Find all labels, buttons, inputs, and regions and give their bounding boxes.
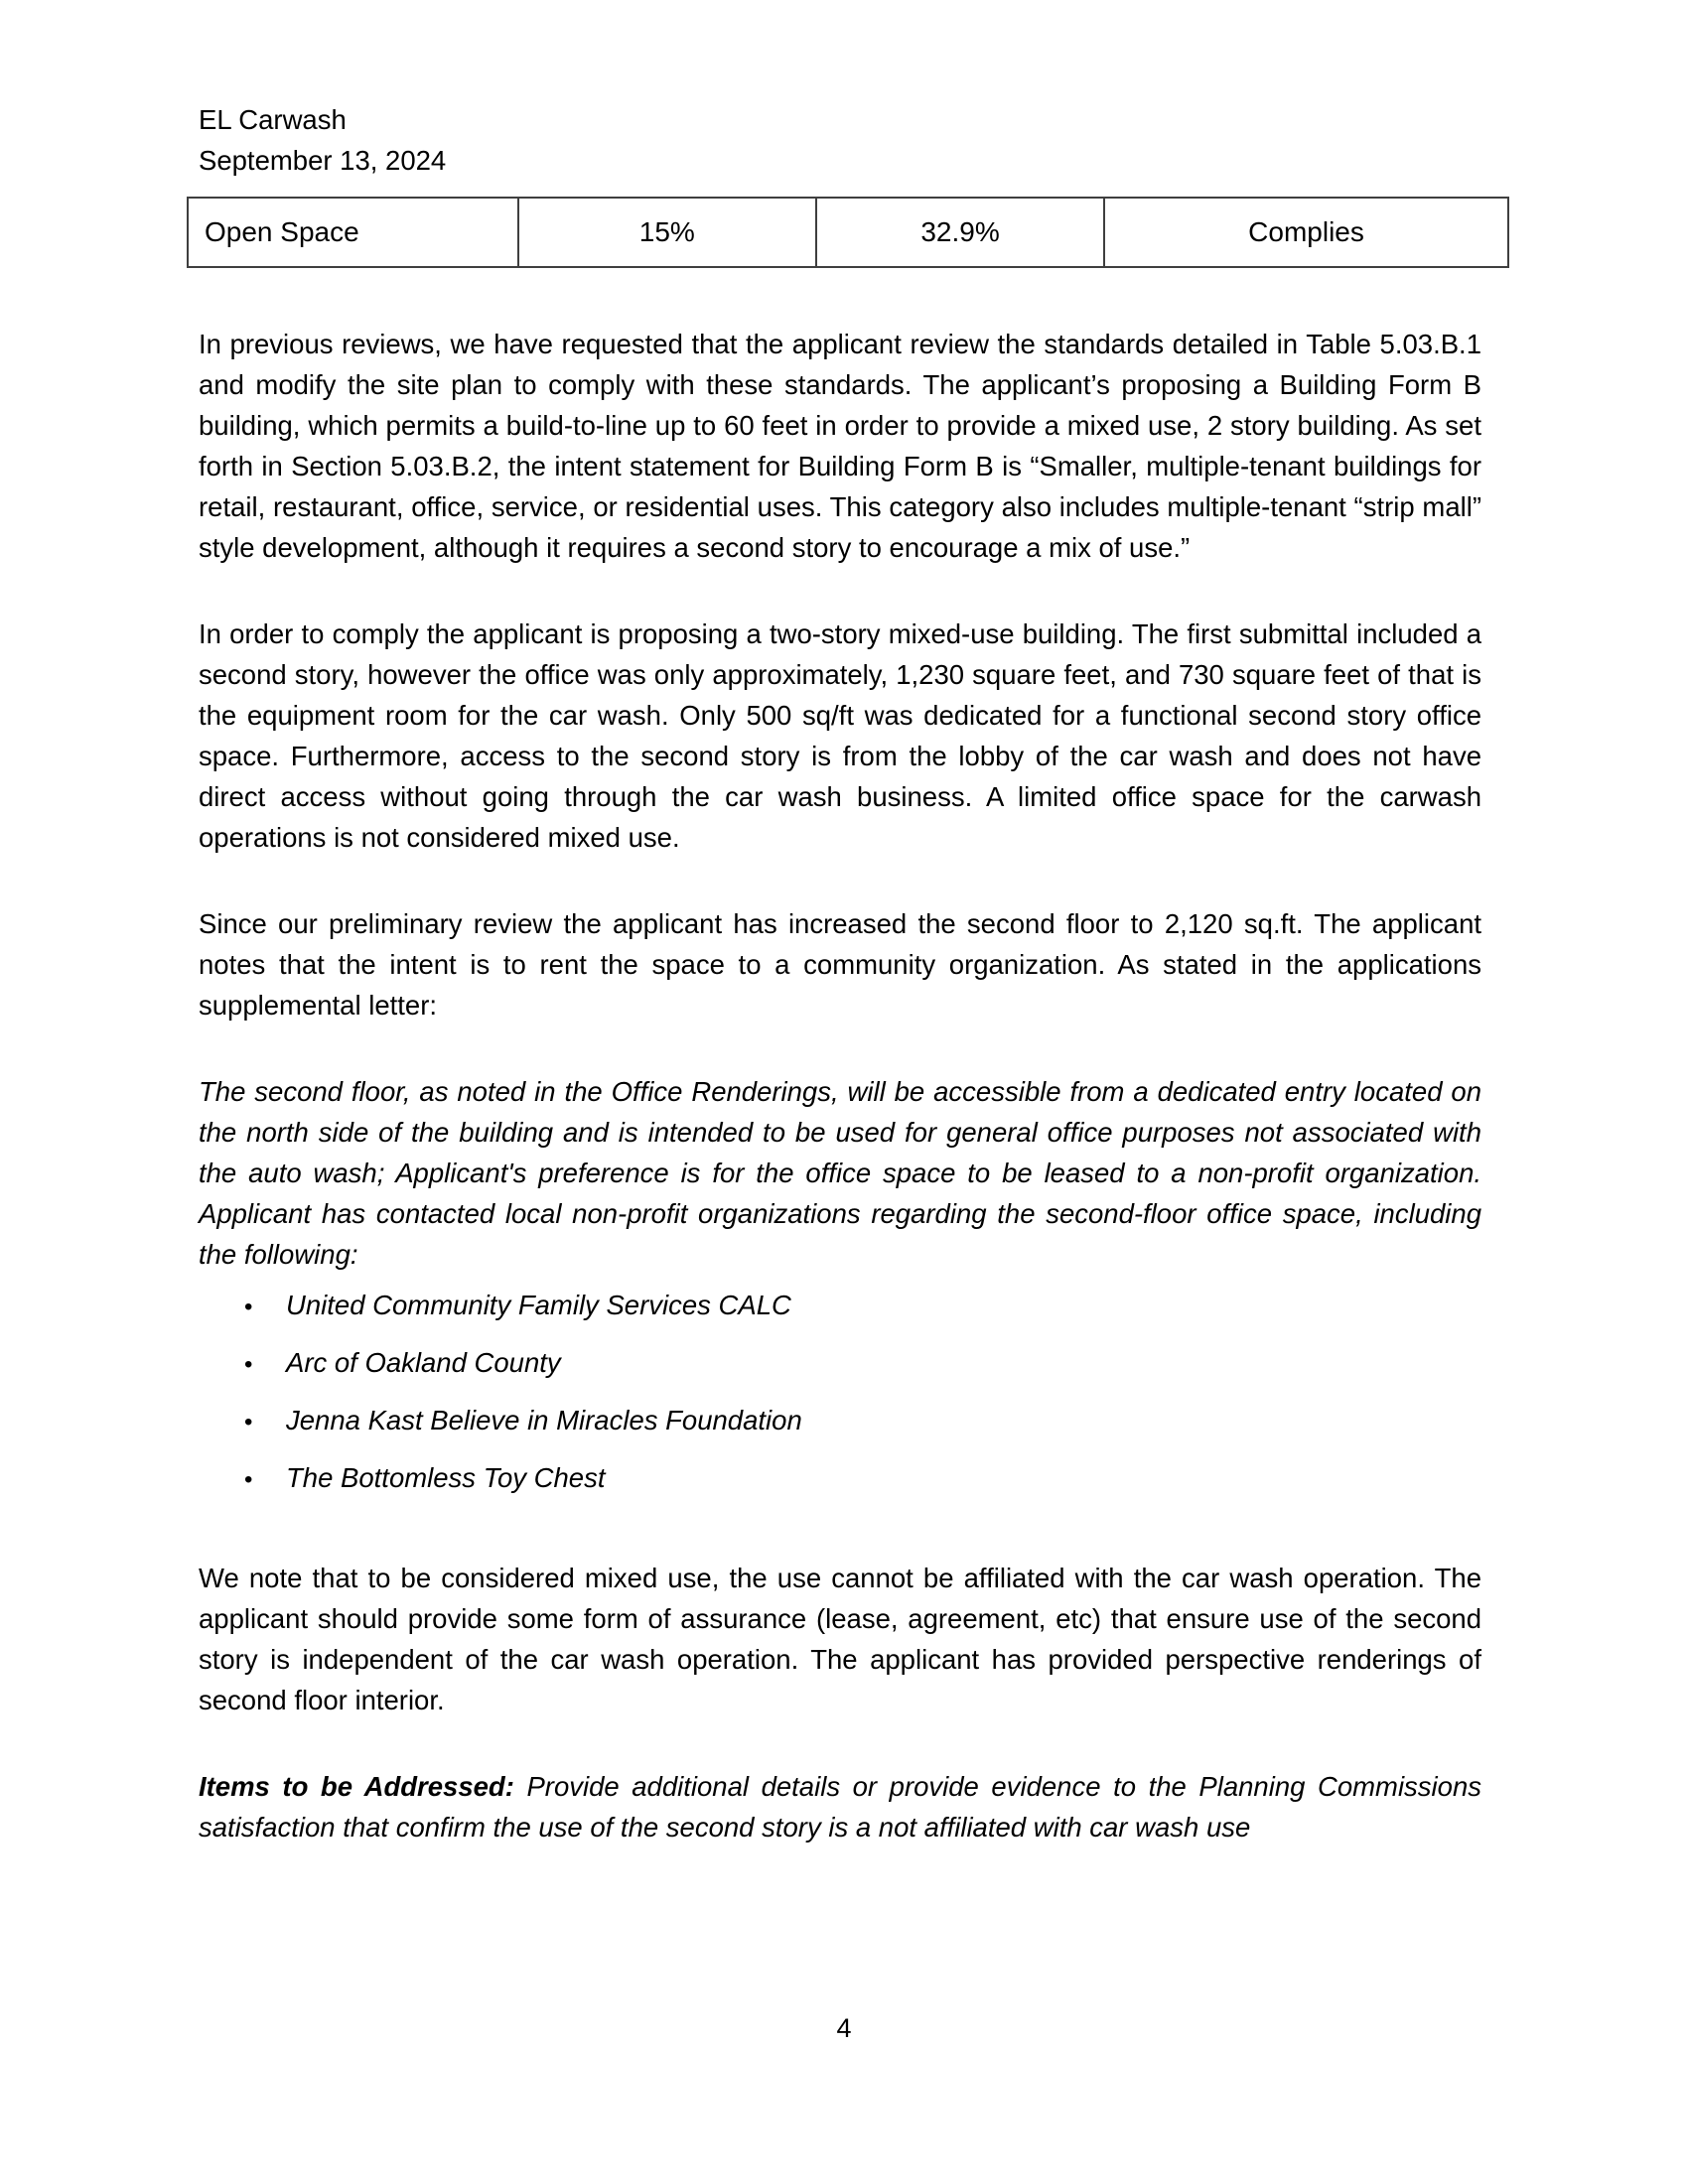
bullet-icon: • (244, 1466, 253, 1493)
items-body: Provide additional details or provide evidence to the Planning Commissions satisfaction that confirm the use of the second story is a not affiliated with car wash use (199, 1771, 1482, 1843)
compliance-table (187, 197, 1509, 268)
page-number: 4 (836, 2013, 852, 2043)
list-item (199, 1285, 1481, 1327)
table-row (188, 198, 1508, 267)
table-cell-provided: 32.9% (816, 198, 1104, 267)
paragraph-comply-proposal: In order to comply the applicant is proposing a two-story mixed-use building. The first submittal included a second story, however the office was only approximately, 1,230 square feet, and 730 square feet of that is the equipment room for the car wash. Only 500 sq/ft was dedicated for a functional second story office space. Furthermore, access to the second story is from the lobby of the car wash and does not have direct access without going through the car wash business. A limited office space for the carwash operations is not considered mixed use. (199, 618, 1481, 853)
table-cell-item: Open Space (188, 198, 518, 267)
table-cell-required: 15% (518, 198, 817, 267)
table-cell-status: Complies (1104, 198, 1508, 267)
paragraph-applicant-quote: The second floor, as noted in the Office Renderings, will be accessible from a dedicated entry located on the north side of the building and is intended to be used for general office purposes not associated with the auto wash; Applicant's preference is for the office space to be leased to a non-profit organization. Applicant has contacted local non-profit organizations regarding the second-floor office space, including the following: (199, 1076, 1481, 1270)
document-body (199, 324, 1481, 1847)
list-item (199, 1457, 1481, 1500)
document-header (199, 99, 1481, 181)
list-item-label: Jenna Kast Believe in Miracles Foundation (286, 1405, 802, 1435)
organization-list (199, 1285, 1481, 1500)
paragraph-preliminary-review: Since our preliminary review the applicant has increased the second floor to 2,120 sq.ft. The applicant notes that the intent is to rent the space to a community organization. As stated in the applications supplemental letter: (199, 908, 1481, 1021)
paragraph-mixed-use-note: We note that to be considered mixed use, the use cannot be affiliated with the car wash operation. The applicant should provide some form of assurance (lease, agreement, etc) that ensure use of the second story is independent of the car wash operation. The applicant has provided perspective renderings of second floor interior. (199, 1563, 1481, 1715)
document-content (199, 99, 1481, 1847)
document-title: EL Carwash (199, 104, 347, 135)
bullet-icon: • (244, 1351, 253, 1378)
bullet-icon: • (244, 1409, 253, 1435)
document-date: September 13, 2024 (199, 145, 447, 176)
list-item (199, 1400, 1481, 1442)
bullet-icon: • (244, 1294, 253, 1320)
list-item-label: Arc of Oakland County (286, 1347, 561, 1378)
items-label: Items to be Addressed: (199, 1771, 514, 1802)
list-item-label: The Bottomless Toy Chest (286, 1462, 606, 1493)
list-item-label: United Community Family Services CALC (286, 1290, 791, 1320)
paragraph-previous-reviews: In previous reviews, we have requested that the applicant review the standards detailed in Table 5.03.B.1 and modify the site plan to comply with these standards. The applicant’s proposing a Building Form B building, which permits a build-to-line up to 60 feet in order to provide a mixed use, 2 story building. As set forth in Section 5.03.B.2, the intent statement for Building Form B is “Smaller, multiple-tenant buildings for retail, restaurant, office, service, or residential uses. This category also includes multiple-tenant “strip mall” style development, although it requires a second story to encourage a mix of use.” (199, 329, 1481, 563)
list-item (199, 1342, 1481, 1385)
paragraph-items-to-be-addressed (199, 1766, 1481, 1847)
